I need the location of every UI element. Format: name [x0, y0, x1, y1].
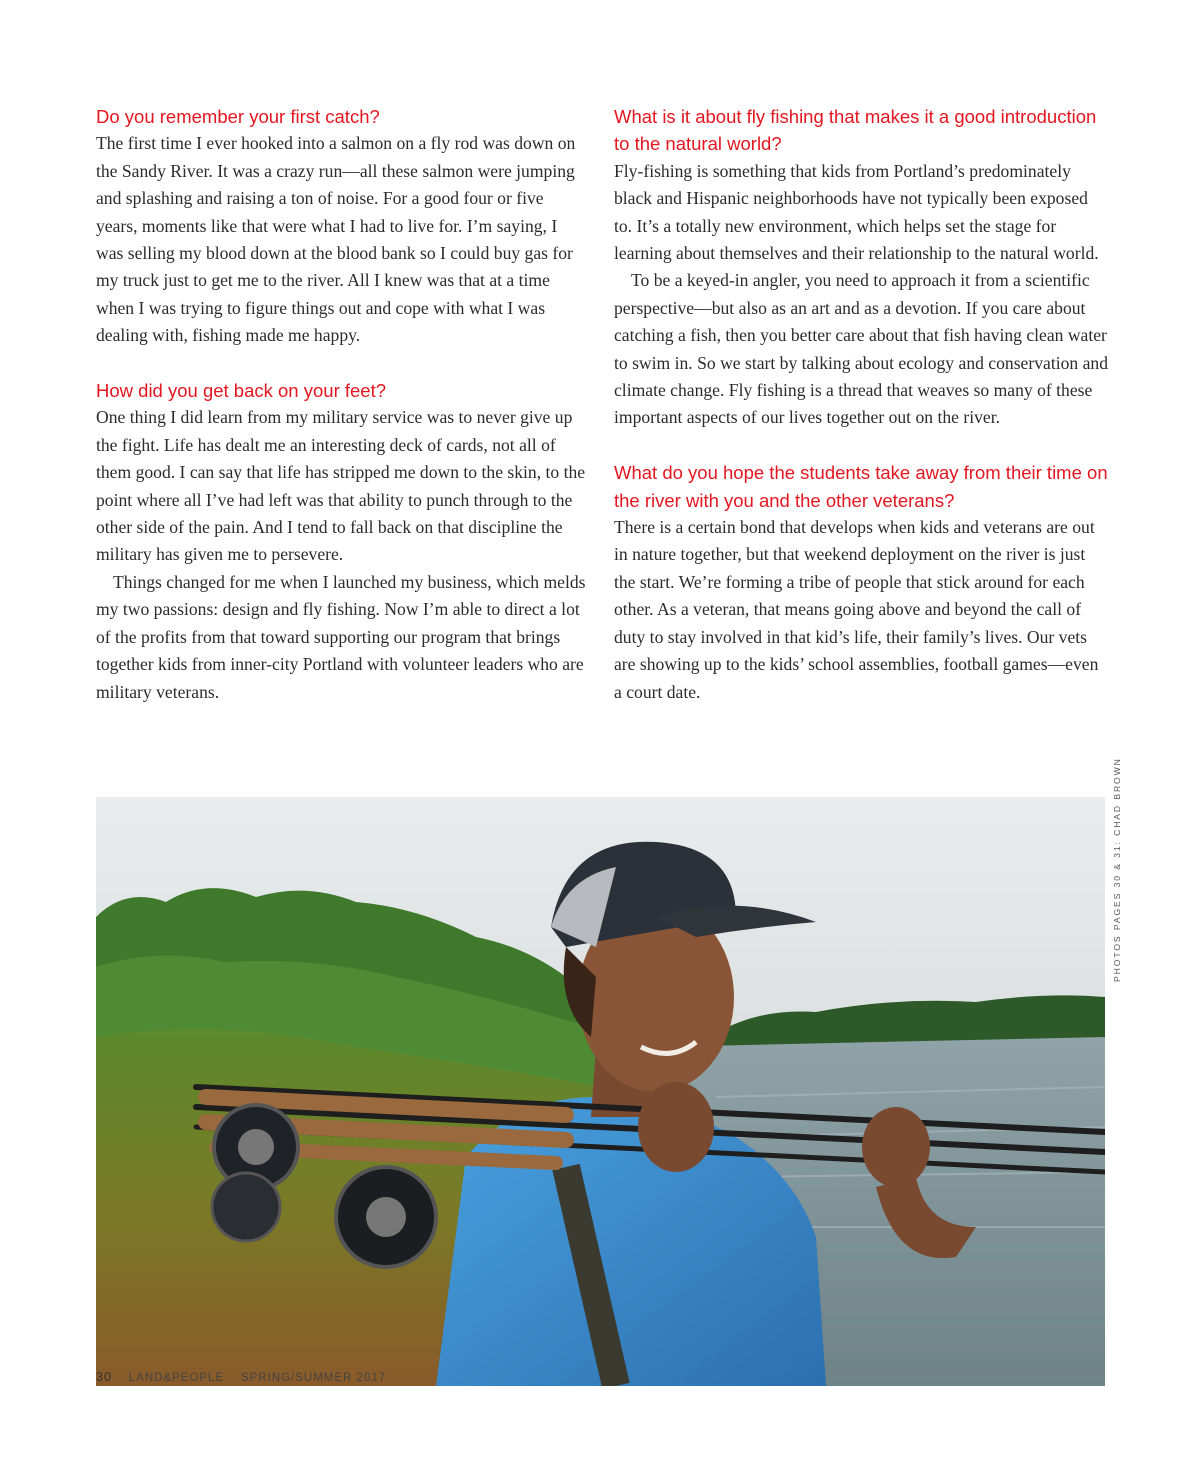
- footer-separator: ·: [117, 1372, 123, 1384]
- fly-reel: [212, 1173, 280, 1241]
- answer-back-on-feet-p2: Things changed for me when I launched my business, which melds my two passions: design and fly fishing. Now I’m able to direct a lot of the profits from that toward supporting our program that brings together kids from inner-city Portland with volunteer leaders who are military veterans.: [96, 571, 586, 702]
- answer-natural-world-p2: To be a keyed-in angler, you need to approach it from a scientific perspective—but also as an art and as a devotion. If you care about catching a fish, then you better care about that fish having clean water to swim in. So we start by talking about ecology and conservation and climate change. Fly fishing is a thread that weaves so many of these important aspects of our lives together out on the river.: [614, 270, 1108, 428]
- question-first-catch: Do you remember your first catch?: [96, 106, 380, 127]
- answer-first-catch: The first time I ever hooked into a salmon on a fly rod was down on the Sandy River. It was a crazy run—all these salmon were jumping and splashing and raising a ton of noise. For a good four or five years, moments like that were what I had to live for. I’m saying, I was selling my blood down at the blood bank so I could buy gas for my truck just to get me to the river. All I knew was that at a time when I was trying to figure things out and cope with what I was dealing with, fishing made me happy.: [96, 133, 576, 346]
- page-number: 30: [96, 1370, 112, 1384]
- magazine-name: LAND&PEOPLE: [128, 1372, 225, 1384]
- question-natural-world: What is it about fly fishing that makes it a good introduction to the natural world?: [614, 106, 1097, 155]
- question-students-takeaway: What do you hope the students take away from their time on the river with you and the other veterans?: [614, 462, 1108, 511]
- photo-credit: [1108, 757, 1130, 988]
- question-back-on-feet: How did you get back on your feet?: [96, 380, 387, 402]
- photo-credit-text: PHOTOS PAGES 30 & 31: CHAD BROWN: [1112, 757, 1122, 982]
- right-text-column: [614, 103, 1108, 706]
- footer-separator: ·: [230, 1372, 235, 1384]
- left-hand: [638, 1082, 714, 1172]
- fly-fishing-photo: [96, 797, 1105, 1386]
- left-text-column: [96, 103, 588, 706]
- issue-date: SPRING/SUMMER 2017: [240, 1372, 387, 1384]
- right-hand: [862, 1107, 930, 1187]
- answer-natural-world-p1: Fly-fishing is something that kids from Portland’s predominately black and Hispanic neighborhoods have not typically been exposed to. It’s a totally new environment, which helps set the stage for learning about themselves and their relationship to the natural world.: [614, 160, 1099, 264]
- answer-students-takeaway: There is a certain bond that develops when kids and veterans are out in nature together, but that weekend deployment on the river is just the start. We’re forming a tribe of people that stick around for each other. As a veteran, that means going above and beyond the call of duty to stay involved in that kid’s life, their family’s lives. Our vets are showing up to the kids’ school assemblies, football games—even a court date.: [614, 517, 1099, 702]
- answer-back-on-feet-p1: One thing I did learn from my military service was to never give up the fight. Life has dealt me an interesting deck of cards, not all of them good. I can say that life has stripped me down to the skin, to the point where all I’ve had left was that ability to punch through to the other side of the pain. And I tend to fall back on that discipline the military has given me to persevere.: [96, 407, 586, 565]
- page-footer: [96, 1370, 386, 1384]
